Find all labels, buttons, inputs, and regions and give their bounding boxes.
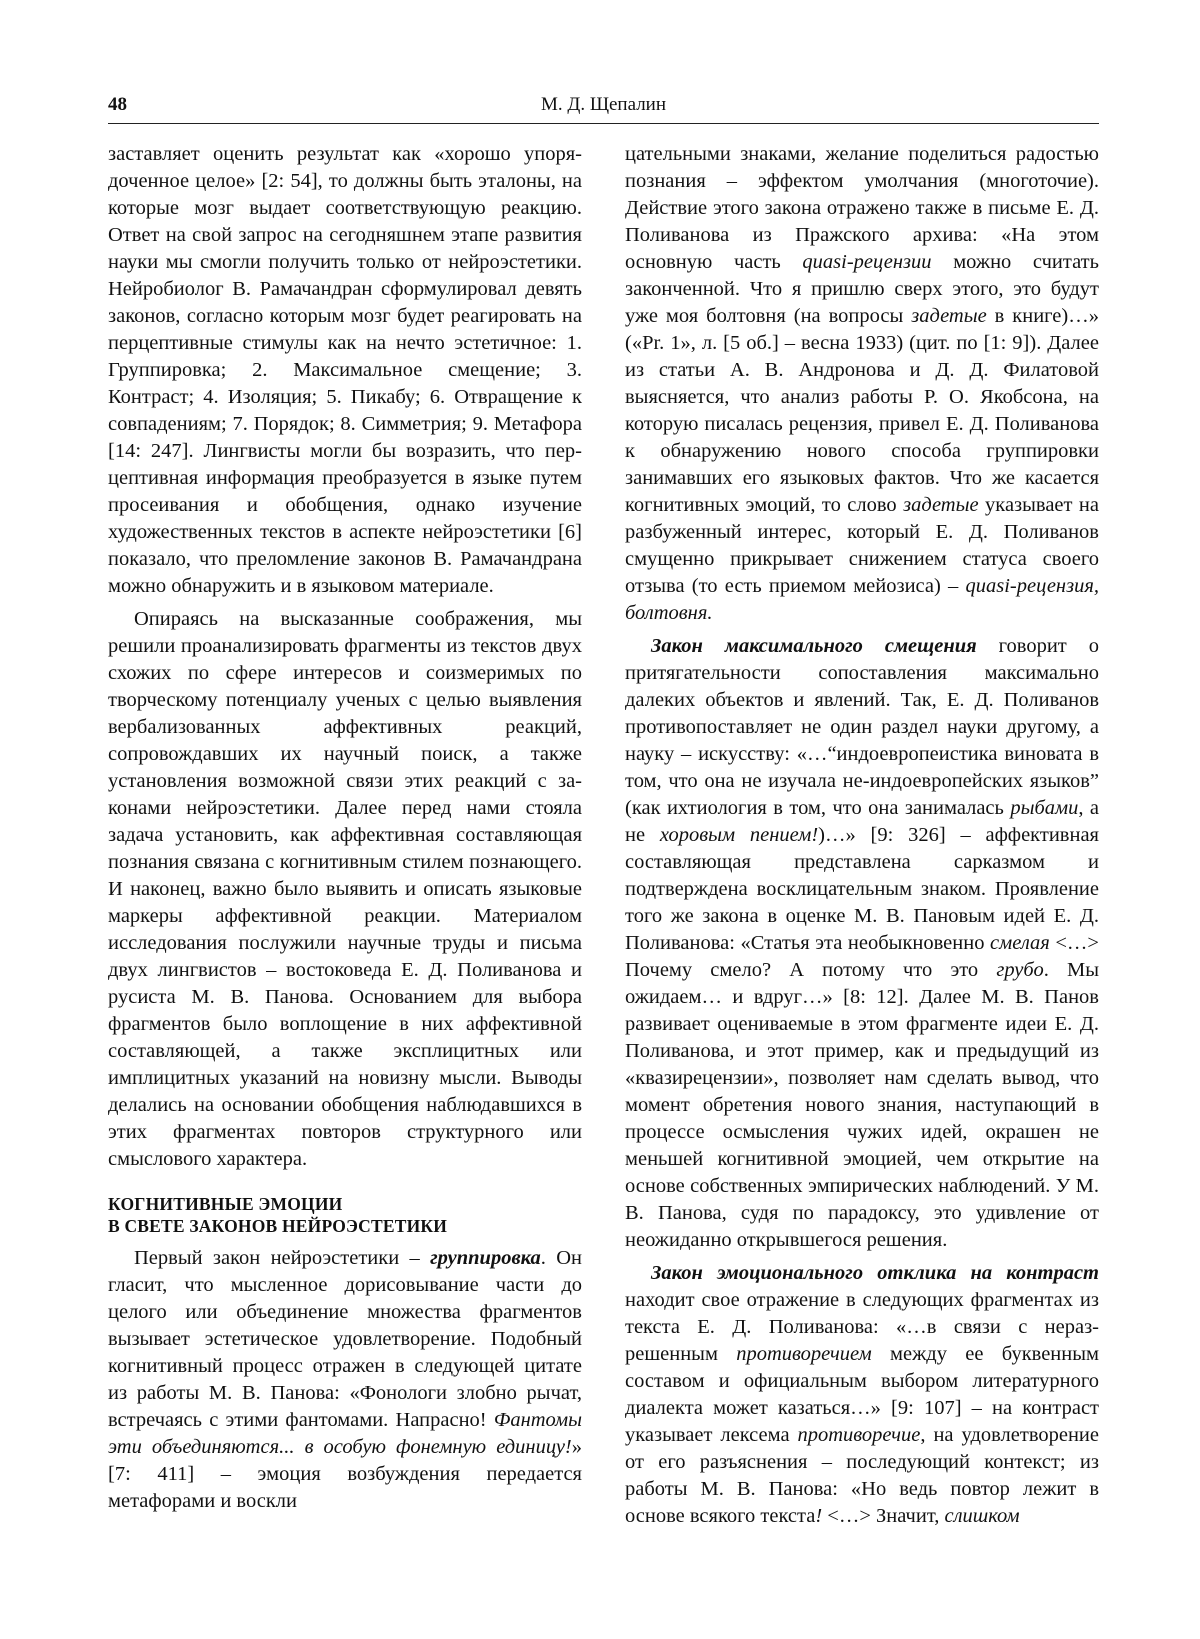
- paragraph-text: <…> Почему смело? А потому что это: [625, 932, 1099, 981]
- italic-term: задетые: [903, 494, 979, 516]
- left-column: [108, 141, 582, 1521]
- paragraph-text: , на удовлетворение от его разъяснения – последующий контекст; из работы М. В. Панова: «Но ведь повтор лежит в основе всякого текста: [625, 1424, 1099, 1527]
- italic-term: задетые: [911, 305, 987, 327]
- italic-term: хоровым пением!: [659, 824, 819, 846]
- italic-term: грубо: [996, 959, 1044, 981]
- paragraph: [108, 1245, 582, 1515]
- paragraph-text: в книге)…» («Pr. 1», л. [5 об.] – весна 1933) (цит. по [1: 9]). Далее из статьи А. В. Андронова и Д. Д. Филатовой выясняется, что анализ работы Р. О. Якобсона, на которую писалась рецензия, привел Е. Д. Поливанова к обнаружению нового способа группировки занимавших его языковых фактов. Что же касается когнитивных эмоций, то слово: [625, 305, 1099, 516]
- section-heading-line: КОГНИТИВНЫЕ ЭМОЦИИ: [108, 1194, 343, 1214]
- italic-term: !: [815, 1505, 823, 1527]
- paragraph-text: находит свое отражение в следующих фрагментах из текста Е. Д. Поливанова: «…в связи с неразрешенным: [625, 1289, 1099, 1365]
- section-heading: [108, 1193, 582, 1237]
- paragraph-text: )…» [9: 326] – аффективная составляющая представлена сарказмом и подтверждена восклицательным знаком. Проявление того же закона в оценке М. В. Пановым идей Е. Д. Поливанова: «Статья эта необыкновенно: [625, 824, 1099, 954]
- running-head-author: М. Д. Щепалин: [540, 94, 667, 115]
- paragraph: [625, 141, 1099, 627]
- page-header: [108, 94, 1099, 120]
- paragraph-text: цательными знаками, желание поделиться радостью познания – эффектом умолчания (многоточие). Действие этого закона отражено также в письме Е. Д. Поливанова из Пражского архива: «На этом основную часть: [625, 143, 1099, 273]
- paragraph-text: , а не: [625, 797, 1099, 846]
- paragraph-text: Первый закон нейроэстетики –: [134, 1247, 431, 1269]
- paragraph: [625, 1260, 1099, 1530]
- italic-quote: Фантомы эти объединяются... в особую фонемную единицу!: [108, 1409, 582, 1458]
- italic-term: противоречие: [797, 1424, 921, 1446]
- section-heading-line: В СВЕТЕ ЗАКОНОВ НЕЙРОЭСТЕТИКИ: [108, 1216, 448, 1236]
- paragraph-text: . Он гласит, что мысленное дорисовывание части до целого или объединение множества фрагментов вызывает эстетическое удовлетворение. Подобный когнитивный процесс отражен в следующей цитате из работы М. В. Панова: «Фонологи злобно рычат, встречаясь с этими фантомами. Напрасно!: [108, 1247, 582, 1431]
- italic-term: quasi-рецензии: [802, 251, 932, 273]
- paragraph: [108, 141, 582, 600]
- italic-term: quasi-рецензия, болтовня.: [625, 575, 1099, 624]
- law-title: Закон эмоционального отклика на контраст: [651, 1262, 1099, 1284]
- emphasis-term: группировка: [430, 1247, 541, 1269]
- law-title: Закон максимального смещения: [651, 635, 977, 657]
- header-rule: [108, 123, 1099, 124]
- italic-term: смелая: [990, 932, 1050, 954]
- paragraph-text: говорит о притягательности сопоставления максимально далеких объектов и явлений. Так, Е. Д. Поливанов противопоставляет не один раздел науки другому, а науку – искусству: «…“индоевропеистика виновата в том, что она не изучала не-индоевропейских языков” (как ихтиология в том, что она занималась: [625, 635, 1099, 819]
- paragraph-text: указывает на разбуженный интерес, который Е. Д. Поливанов смущенно прикрывает снижением статуса своего отзыва (то есть приемом мейозиса) –: [625, 494, 1099, 597]
- paragraph-text: между ее буквенным составом и официальным выбором литературного диалекта может казаться…» [9: 107] – на контраст указывает лексема: [625, 1343, 1099, 1446]
- italic-term: рыбами: [1010, 797, 1079, 819]
- paragraph-text: Опираясь на высказанные соображения, мы решили проанализировать фрагменты из текстов двух схожих по сфере интересов и соизмеримых по творческому потенциалу ученых с целью выявления вербализованных аффективных реакций, сопровождавших их научный поиск, а также установления возможной связи этих реакций с законами нейроэстетики. Далее перед нами стояла задача установить, как аффективная составляющая познания связана с когнитивным стилем познающего. И наконец, важно было выявить и описать языковые маркеры аффективной реакции. Материалом исследования послужили научные труды и письма двух лингвистов – востоковеда Е. Д. Поливанова и русиста М. В. Панова. Основанием для выбора фрагментов было воплощение в них аффективной составляющей, а также эксплицитных или имплицитных указаний на новизну мысли. Выводы делались на основании обобщения наблюдавшихся в этих фрагментах повторов структурного или смыслового характера.: [108, 608, 582, 1170]
- paragraph: [108, 606, 582, 1173]
- paragraph-text: можно считать законченной. Что я пришлю сверх этого, это будут уже моя болтовня (на вопросы: [625, 251, 1099, 327]
- paragraph-text: » [7: 411] – эмоция возбуждения передается метафорами и воскли: [108, 1436, 582, 1512]
- page-number: 48: [108, 94, 127, 115]
- italic-term: противоречием: [736, 1343, 872, 1365]
- paragraph-text: заставляет оценить результат как «хорошо упорядоченное целое» [2: 54], то должны быть эталоны, на которые мозг выдает соответствующую реакцию. Ответ на свой запрос на сегодняшнем этапе развития науки мы смогли получить только от нейроэстетики. Нейробиолог В. Рамачандран сформулировал девять законов, согласно которым мозг будет реагировать на перцептивные стимулы как на нечто эстетичное: 1. Группировка; 2. Максимальное смещение; 3. Контраст; 4. Изоляция; 5. Пикабу; 6. Отвращение к совпадениям; 7. Порядок; 8. Симметрия; 9. Метафора [14: 247]. Лингвисты могли бы возразить, что перцептивная информация преобразуется в языке путем просеивания и обобщения, однако изучение художественных текстов в аспекте нейроэстетики [6] показало, что преломление законов В. Рамачандрана можно обнаружить и в языковом материале.: [108, 143, 582, 597]
- paragraph-text: . Мы ожидаем… и вдруг…» [8: 12]. Далее М. В. Панов развивает оцениваемые в этом фрагменте идеи Е. Д. Поливанова, и этот пример, как и предыдущий из «квазирецензии», позволяет нам сделать вывод, что момент обретения нового знания, наступающий в процессе осмысления чужих идей, окрашен не меньшей когнитивной эмоцией, чем открытие на основе собственных эмпирических наблюдений. У М. В. Панова, судя по парадоксу, это удивление от неожиданно открывшегося решения.: [625, 959, 1099, 1251]
- paragraph: [625, 633, 1099, 1254]
- italic-term: слишком: [944, 1505, 1020, 1527]
- paragraph-text: <…> Значит,: [822, 1505, 945, 1527]
- right-column: [625, 141, 1099, 1536]
